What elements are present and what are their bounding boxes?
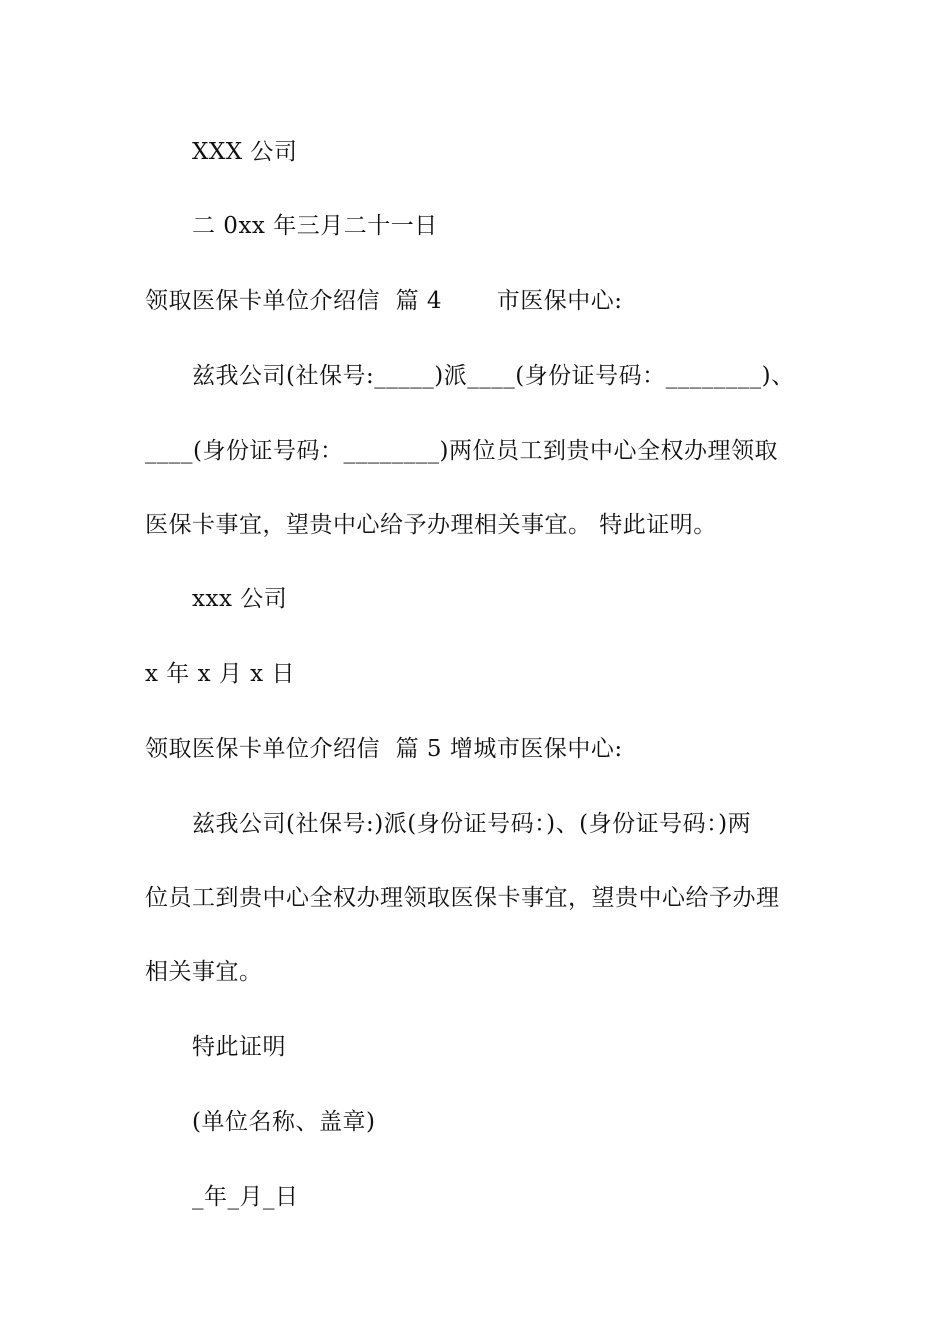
letter-heading-4: 领取医保卡单位介绍信 篇 4 市医保中心: xyxy=(145,288,623,314)
unit-seal-line: (单位名称、盖章) xyxy=(192,1109,376,1135)
company-signature-line: xxx 公司 xyxy=(192,586,288,612)
date-line: 二 0xx 年三月二十一日 xyxy=(192,213,438,239)
body-paragraph-line: 兹我公司(社保号:_____)派____(身份证号码：________)、 xyxy=(192,363,795,389)
body-paragraph-line: 医保卡事宜，望贵中心给予办理相关事宜。 特此证明。 xyxy=(145,512,717,538)
closing-line: 特此证明 xyxy=(192,1034,286,1060)
body-paragraph-line: 相关事宜。 xyxy=(145,959,263,985)
body-paragraph-line: 兹我公司(社保号:)派(身份证号码：)、(身份证号码：)两 xyxy=(192,811,752,837)
company-signature-line: XXX 公司 xyxy=(192,139,298,165)
body-paragraph-line: ____(身份证号码：________)两位员工到贵中心全权办理领取 xyxy=(145,438,778,464)
date-line: x 年 x 月 x 日 xyxy=(145,661,295,687)
letter-heading-5: 领取医保卡单位介绍信 篇 5 增城市医保中心: xyxy=(145,736,623,762)
date-line: _年_月_日 xyxy=(192,1184,299,1210)
body-paragraph-line: 位员工到贵中心全权办理领取医保卡事宜，望贵中心给予办理 xyxy=(145,885,780,911)
